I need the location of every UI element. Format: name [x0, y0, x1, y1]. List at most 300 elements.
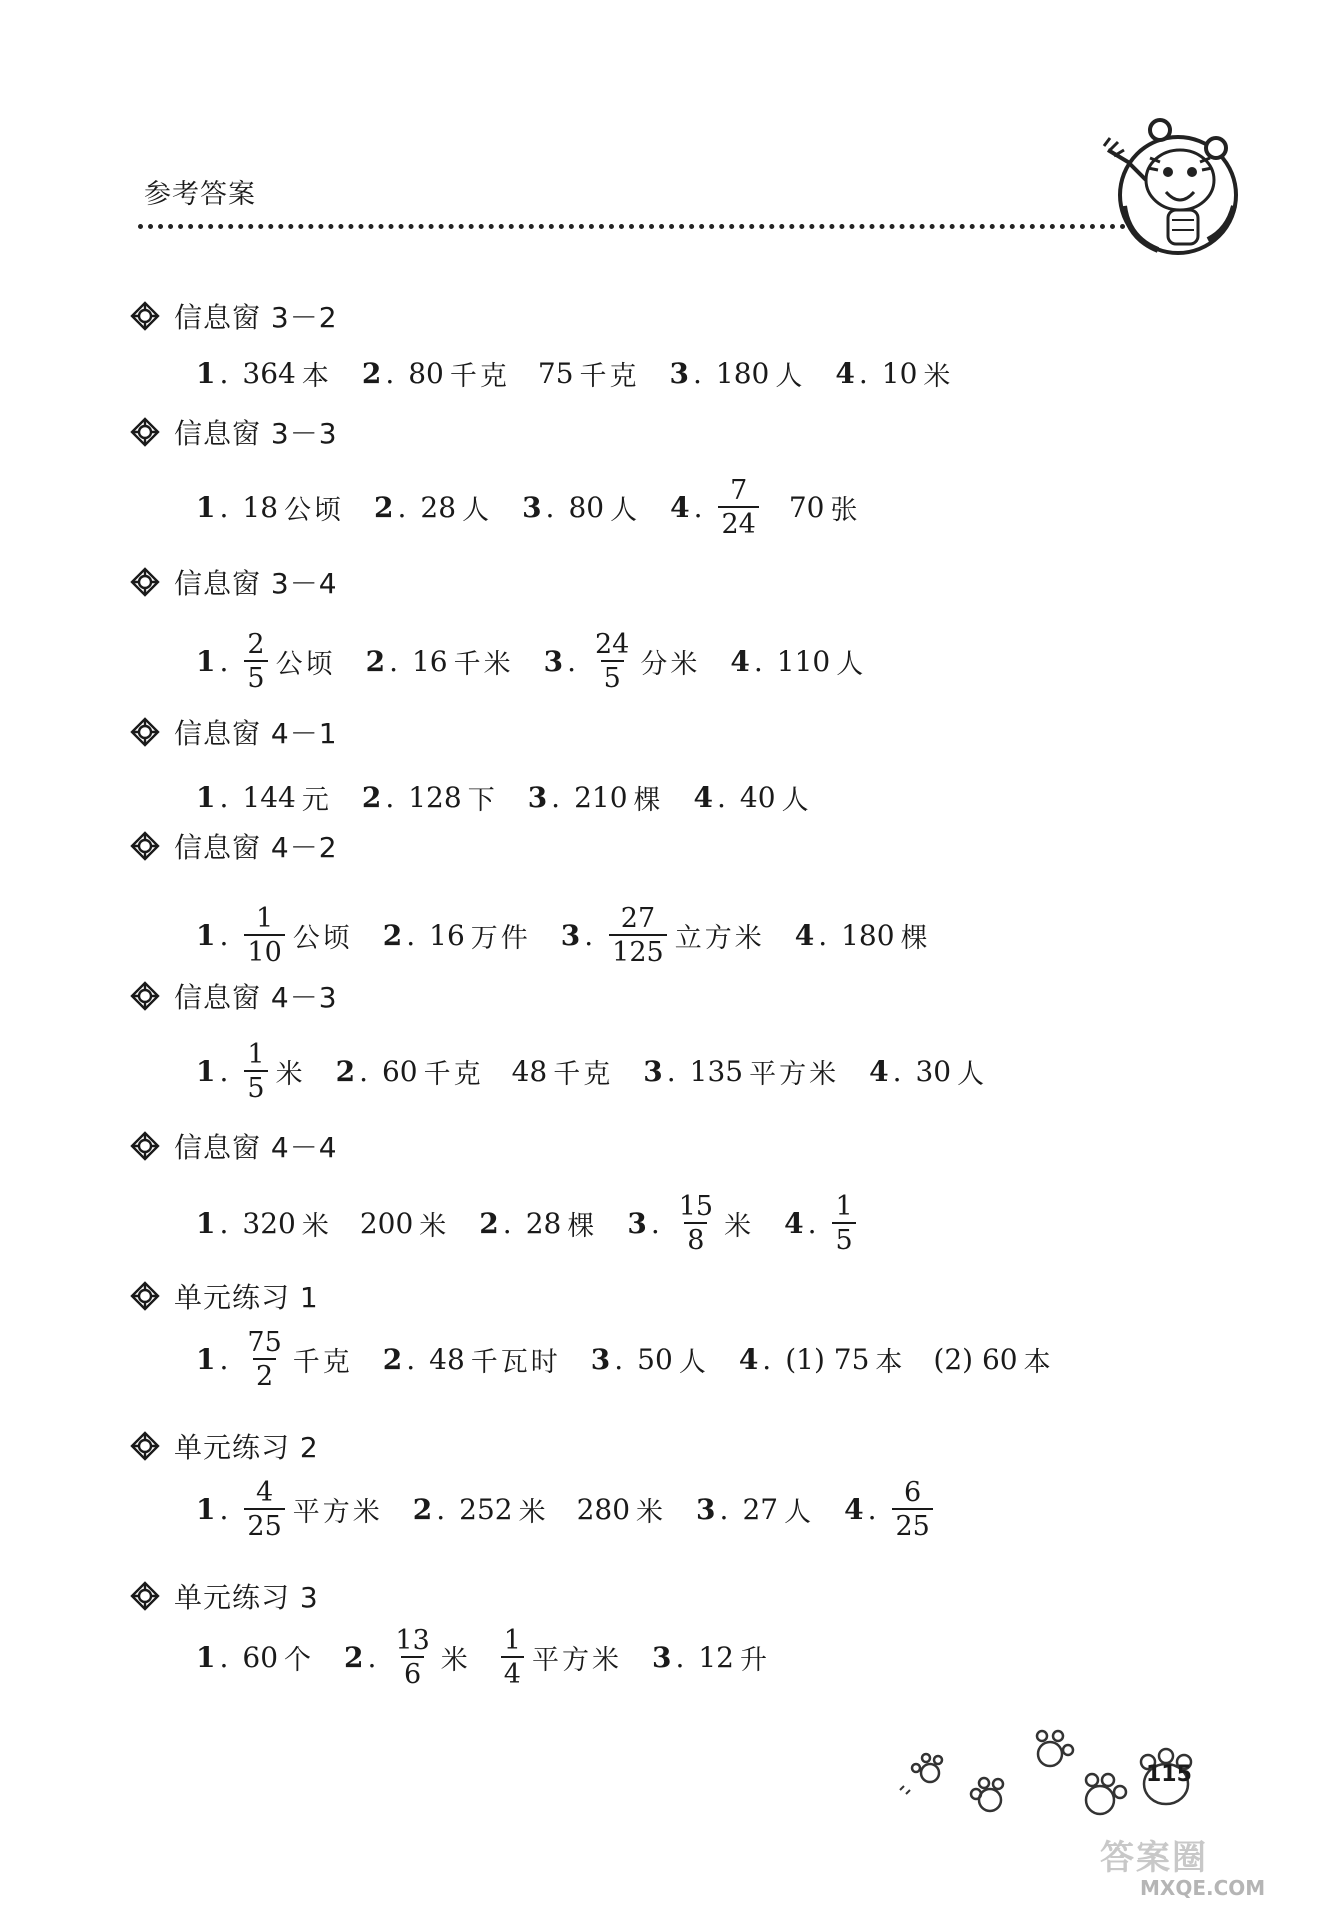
answer-item: [652, 1638, 770, 1677]
answer-line: [196, 626, 896, 696]
diamond-bullet-icon: [130, 1431, 160, 1461]
answer-line: [196, 1036, 1017, 1106]
answer-number-value: 144: [242, 780, 296, 814]
fraction: [609, 902, 667, 968]
answer-unit: 本: [1023, 1346, 1054, 1378]
answer-unit: 平方米: [292, 1496, 383, 1528]
answer-unit: 升: [740, 1644, 770, 1676]
answer-line: [196, 900, 961, 970]
fraction-denominator: 5: [244, 660, 267, 692]
answer-value: [740, 778, 812, 817]
answer-number-dot: .: [666, 1054, 676, 1088]
answer-unit: 千克: [449, 360, 510, 392]
section-title: 单元练习 1: [174, 1281, 319, 1314]
answer-unit: 个: [284, 1644, 315, 1676]
answer-number: 4: [730, 644, 750, 678]
section-heading: [130, 296, 338, 336]
answer-unit: 千瓦时: [470, 1346, 561, 1378]
answer-number-value: 320: [242, 1206, 296, 1240]
section-heading: [130, 976, 338, 1016]
answer-item: [196, 1204, 449, 1243]
answer-unit: 人: [775, 360, 806, 392]
answer-number-dot: .: [867, 1492, 877, 1526]
watermark-logo-text: 答案圈: [1100, 1838, 1208, 1878]
answer-number: 3: [696, 1492, 716, 1526]
answer-number-value: 28: [420, 490, 457, 524]
fraction-numerator: 1: [835, 1190, 853, 1222]
answer-number-dot: .: [807, 1206, 817, 1240]
fraction-numerator: 1: [255, 902, 274, 934]
answer-line: [196, 762, 842, 832]
answer-item: [336, 1052, 614, 1091]
diamond-bullet-icon: [130, 301, 160, 331]
answer-number-value: 180: [841, 918, 895, 952]
answer-number-value: 75: [537, 356, 574, 390]
answer-value: [538, 354, 640, 393]
answer-number-value: 135: [689, 1054, 744, 1088]
answer-number-dot: .: [397, 490, 407, 524]
answer-number-dot: .: [753, 644, 763, 678]
answer-number-dot: .: [719, 1492, 729, 1526]
fraction-denominator: 6: [401, 1656, 424, 1688]
answer-item: [643, 1052, 839, 1091]
section-heading: [130, 562, 338, 602]
answer-number-value: 40: [739, 780, 776, 814]
answer-item: [522, 488, 640, 527]
answer-unit: 人: [957, 1058, 988, 1090]
answer-value: [716, 474, 760, 540]
answer-number-value: 200: [359, 1206, 414, 1240]
fraction: [244, 1326, 284, 1392]
answer-number-dot: .: [406, 918, 416, 952]
answer-value: [890, 1476, 934, 1542]
answer-number-dot: .: [219, 1492, 229, 1526]
answer-item: [627, 1190, 755, 1256]
answer-number-value: 60: [381, 1054, 418, 1088]
answer-unit: 公顷: [275, 648, 336, 680]
watermark-url: MXQE.COM: [1140, 1876, 1266, 1900]
answer-value: [429, 1340, 561, 1379]
answer-number-value: 110: [776, 644, 831, 678]
answer-value: [412, 642, 514, 681]
answer-unit: 人: [784, 1496, 815, 1528]
answer-value: [933, 1340, 1053, 1379]
answer-line: [196, 472, 890, 542]
fraction-numerator: 1: [503, 1624, 521, 1656]
answer-number-value: 364: [242, 356, 296, 390]
answer-number-dot: .: [818, 918, 828, 952]
answer-line: [196, 1474, 965, 1544]
answer-number-value: (1) 75: [785, 1342, 870, 1376]
answer-item: [560, 902, 765, 968]
fraction-denominator: 24: [718, 506, 758, 538]
answer-item: [196, 1326, 353, 1392]
answer-number-value: 80: [568, 490, 605, 524]
section-title: 信息窗 3－3: [174, 417, 338, 450]
answer-value: [915, 1052, 987, 1091]
answer-number: 4: [869, 1054, 889, 1088]
answer-unit: 下: [467, 784, 498, 816]
answer-number: 1: [196, 644, 216, 678]
fraction-denominator: 5: [244, 1070, 267, 1102]
answer-number-dot: .: [762, 1342, 772, 1376]
answer-number-dot: .: [219, 490, 229, 524]
answer-number: 2: [344, 1640, 364, 1674]
answer-number: 4: [738, 1342, 759, 1376]
answer-value: [674, 1190, 755, 1256]
answer-value: [607, 902, 765, 968]
answer-number-dot: .: [219, 780, 229, 814]
section-heading: [130, 1576, 319, 1616]
answer-item: [196, 628, 336, 694]
answer-value: [429, 916, 531, 955]
answer-number-value: 16: [429, 918, 465, 952]
answer-item: [196, 1638, 314, 1677]
answer-value: [716, 354, 805, 393]
answer-number: 1: [196, 1492, 216, 1526]
answer-number-value: 210: [574, 780, 628, 814]
answer-value: [242, 778, 331, 817]
answer-value: [382, 1052, 484, 1091]
section-heading: [130, 712, 338, 752]
answer-value: [698, 1638, 770, 1677]
answer-unit: 分米: [640, 648, 701, 680]
answer-number-value: 12: [698, 1640, 734, 1674]
tiger-mascot-icon: [1088, 110, 1248, 270]
answer-unit: 米: [419, 1210, 450, 1242]
answer-item: [362, 354, 640, 393]
answer-number: 3: [669, 356, 689, 390]
diamond-bullet-icon: [130, 417, 160, 447]
answer-value: [882, 354, 954, 393]
answer-value: [242, 1038, 306, 1104]
paw-prints-decoration-icon: [880, 1728, 1250, 1823]
answer-number: 3: [543, 644, 564, 678]
answer-number-dot: .: [219, 1054, 229, 1088]
answer-item: [196, 902, 353, 968]
answer-unit: 人: [678, 1346, 709, 1378]
answer-number-dot: .: [219, 356, 229, 390]
answer-line: [196, 1622, 800, 1692]
answer-number-value: 27: [742, 1492, 779, 1526]
answer-number: 4: [844, 1492, 864, 1526]
answer-number: 1: [196, 490, 216, 524]
answer-number-value: 16: [411, 644, 448, 678]
answer-unit: 张: [830, 494, 861, 526]
answer-number-value: 280: [576, 1492, 631, 1526]
answer-item: [694, 778, 812, 817]
answer-line: [196, 1324, 1084, 1394]
answer-item: [366, 642, 514, 681]
answer-number: 1: [196, 1342, 216, 1376]
answer-value: [242, 354, 331, 393]
answer-item: [528, 778, 664, 817]
fraction-numerator: 6: [904, 1476, 922, 1508]
fraction-denominator: 25: [244, 1508, 284, 1540]
answer-value: [785, 1340, 905, 1379]
answer-number: 1: [196, 918, 216, 952]
section-heading: [130, 412, 338, 452]
fraction: [892, 1476, 932, 1542]
fraction: [832, 1190, 855, 1256]
fraction-numerator: 7: [730, 474, 748, 506]
answer-value: [242, 628, 336, 694]
answer-number: 4: [784, 1206, 804, 1240]
fraction-denominator: 25: [892, 1508, 932, 1540]
section-heading: [130, 1426, 319, 1466]
section-title: 信息窗 3－2: [174, 301, 338, 334]
answer-number: 2: [412, 1492, 433, 1526]
answer-number-dot: .: [717, 780, 726, 814]
answer-item: [413, 1490, 666, 1529]
fraction: [244, 1476, 284, 1542]
fraction: [592, 628, 632, 694]
answer-unit: 千克: [292, 1346, 353, 1378]
answer-value: [568, 488, 640, 527]
answer-number: 3: [590, 1342, 611, 1376]
answer-number: 2: [374, 490, 394, 524]
answer-number-value: 18: [242, 490, 279, 524]
answer-number: 2: [361, 356, 382, 390]
section-title: 信息窗 3－4: [174, 567, 338, 600]
diamond-bullet-icon: [130, 981, 160, 1011]
answer-unit: 米: [440, 1644, 471, 1676]
answer-value: [360, 1204, 449, 1243]
answer-number-dot: .: [614, 1342, 624, 1376]
answer-number-dot: .: [367, 1640, 377, 1674]
fraction-numerator: 2: [247, 628, 265, 660]
answer-unit: 人: [836, 648, 867, 680]
page-number: 115: [1146, 1762, 1192, 1787]
answer-item: [196, 778, 332, 817]
answer-number: 3: [643, 1054, 663, 1088]
answer-item: [869, 1052, 987, 1091]
fraction-denominator: 10: [244, 934, 284, 966]
section-title: 信息窗 4－2: [174, 831, 338, 864]
answer-unit: 米: [301, 1210, 332, 1242]
answer-number-value: 30: [915, 1054, 952, 1088]
answer-value: [789, 488, 861, 527]
fraction-numerator: 75: [247, 1326, 282, 1358]
answer-value: [690, 1052, 839, 1091]
answer-number: 1: [196, 356, 216, 390]
answer-value: [577, 1490, 666, 1529]
fraction-numerator: 13: [395, 1624, 430, 1656]
answer-number-dot: .: [545, 490, 555, 524]
answer-number: 2: [382, 918, 403, 952]
answer-number-dot: .: [219, 1342, 229, 1376]
answer-unit: 平方米: [531, 1644, 622, 1676]
answer-number-dot: .: [551, 780, 561, 814]
answer-unit: 棵: [633, 784, 664, 816]
answer-number: 4: [693, 780, 714, 814]
answer-value: [459, 1490, 548, 1529]
answer-item: [670, 354, 806, 393]
answer-item: [784, 1190, 858, 1256]
answer-value: [830, 1190, 857, 1256]
fraction: [244, 1038, 267, 1104]
answer-number-dot: .: [858, 356, 868, 390]
section-heading: [130, 1126, 338, 1166]
answer-number: 1: [196, 1640, 216, 1674]
answer-number-dot: .: [892, 1054, 902, 1088]
answer-value: [242, 488, 344, 527]
answer-number: 3: [627, 1206, 647, 1240]
section-title: 单元练习 2: [174, 1431, 319, 1464]
diamond-bullet-icon: [130, 717, 160, 747]
answer-item: [730, 642, 866, 681]
fraction: [244, 628, 267, 694]
answer-number-value: 252: [459, 1492, 513, 1526]
fraction-numerator: 24: [595, 628, 630, 660]
answer-number-dot: .: [567, 644, 576, 678]
answer-number-dot: .: [385, 356, 395, 390]
answer-number-value: 48: [429, 1342, 465, 1376]
diamond-bullet-icon: [130, 831, 160, 861]
fraction: [676, 1190, 716, 1256]
answer-unit: 千克: [423, 1058, 484, 1090]
answer-number-value: (2) 60: [933, 1342, 1018, 1376]
answer-value: [408, 354, 510, 393]
fraction-numerator: 4: [255, 1476, 274, 1508]
answer-unit: 本: [301, 360, 332, 392]
answer-unit: 平方米: [749, 1058, 840, 1090]
answer-value: [390, 1624, 471, 1690]
answer-unit: 米: [275, 1058, 306, 1090]
answer-item: [196, 1476, 383, 1542]
answer-value: [777, 642, 866, 681]
answer-item: [479, 1204, 597, 1243]
fraction-denominator: 125: [609, 934, 667, 966]
answer-value: [420, 488, 492, 527]
fraction: [392, 1624, 432, 1690]
answer-unit: 公顷: [284, 494, 345, 526]
fraction-denominator: 8: [684, 1222, 707, 1254]
answer-number: 4: [794, 918, 815, 952]
answer-value: [742, 1490, 814, 1529]
answer-unit: 元: [301, 784, 332, 816]
answer-value: [637, 1340, 709, 1379]
answer-number-dot: .: [219, 918, 229, 952]
answer-unit: 米: [518, 1496, 549, 1528]
answer-number-dot: .: [693, 356, 702, 390]
fraction-numerator: 27: [620, 902, 656, 934]
answer-number: 2: [335, 1054, 356, 1088]
answer-value: [590, 628, 701, 694]
answer-item: [362, 778, 498, 817]
answer-number-dot: .: [219, 1206, 229, 1240]
answer-value: [526, 1204, 598, 1243]
answer-value: [512, 1052, 614, 1091]
fraction-denominator: 2: [253, 1358, 276, 1390]
fraction-denominator: 5: [832, 1222, 855, 1254]
answer-number-dot: .: [436, 1492, 446, 1526]
answer-item: [383, 1340, 561, 1379]
answer-unit: 棵: [900, 922, 931, 954]
answer-number-value: 28: [525, 1206, 562, 1240]
answer-number-dot: .: [650, 1206, 660, 1240]
answer-unit: 人: [781, 784, 812, 816]
answer-number-dot: .: [219, 1640, 229, 1674]
answer-number-value: 10: [881, 356, 918, 390]
answer-number: 3: [651, 1640, 672, 1674]
answer-number-value: 50: [637, 1342, 673, 1376]
section-title: 信息窗 4－4: [174, 1131, 338, 1164]
answer-unit: 人: [610, 494, 641, 526]
answer-value: [242, 1476, 383, 1542]
answer-number-value: 60: [242, 1640, 279, 1674]
answer-number: 3: [527, 780, 548, 814]
answer-unit: 公顷: [292, 922, 353, 954]
section-title: 信息窗 4－3: [174, 981, 338, 1014]
diamond-bullet-icon: [130, 1131, 160, 1161]
section-title: 单元练习 3: [174, 1581, 319, 1614]
fraction-denominator: 5: [601, 660, 624, 692]
diamond-bullet-icon: [130, 1281, 160, 1311]
answer-number-value: 180: [715, 356, 770, 390]
answer-number: 3: [560, 918, 581, 952]
diamond-bullet-icon: [130, 567, 160, 597]
answer-item: [196, 354, 332, 393]
answer-unit: 千克: [579, 360, 640, 392]
answer-unit: 米: [636, 1496, 667, 1528]
answer-item: [383, 916, 531, 955]
answer-unit: 万件: [470, 922, 531, 954]
answer-value: [574, 778, 663, 817]
answer-line: [196, 1188, 888, 1258]
answer-value: [242, 1204, 331, 1243]
answer-number: 4: [670, 490, 690, 524]
answer-number: 1: [196, 1206, 216, 1240]
fraction-numerator: 15: [678, 1190, 714, 1222]
answer-number: 1: [196, 780, 216, 814]
answer-number-value: 70: [788, 490, 825, 524]
answer-unit: 米: [724, 1210, 755, 1242]
answer-unit: 千米: [453, 648, 514, 680]
section-heading: [130, 1276, 319, 1316]
answer-value: [242, 1326, 353, 1392]
answer-item: [543, 628, 701, 694]
section-heading: [130, 826, 338, 866]
answer-item: [844, 1476, 935, 1542]
answer-item: [739, 1340, 1054, 1379]
answer-number-dot: .: [219, 644, 229, 678]
answer-unit: 人: [462, 494, 493, 526]
answer-number-dot: .: [389, 644, 398, 678]
fraction: [244, 902, 284, 968]
answer-value: [841, 916, 930, 955]
answer-unit: 棵: [567, 1210, 598, 1242]
answer-number: 1: [196, 1054, 216, 1088]
answer-item: [670, 474, 861, 540]
answer-value: [499, 1624, 622, 1690]
answer-number-value: 80: [408, 356, 444, 390]
answer-number: 2: [365, 644, 386, 678]
answer-item: [696, 1490, 814, 1529]
diamond-bullet-icon: [130, 1581, 160, 1611]
page-header-title: 参考答案: [144, 179, 256, 210]
answer-value: [408, 778, 497, 817]
answer-item: [835, 354, 953, 393]
answer-unit: 立方米: [674, 922, 765, 954]
section-title: 信息窗 4－1: [174, 717, 338, 750]
answer-number-dot: .: [675, 1640, 685, 1674]
answer-item: [795, 916, 931, 955]
answer-item: [344, 1624, 622, 1690]
answer-item: [196, 1038, 306, 1104]
answer-number-dot: .: [502, 1206, 512, 1240]
answer-number: 2: [361, 780, 382, 814]
